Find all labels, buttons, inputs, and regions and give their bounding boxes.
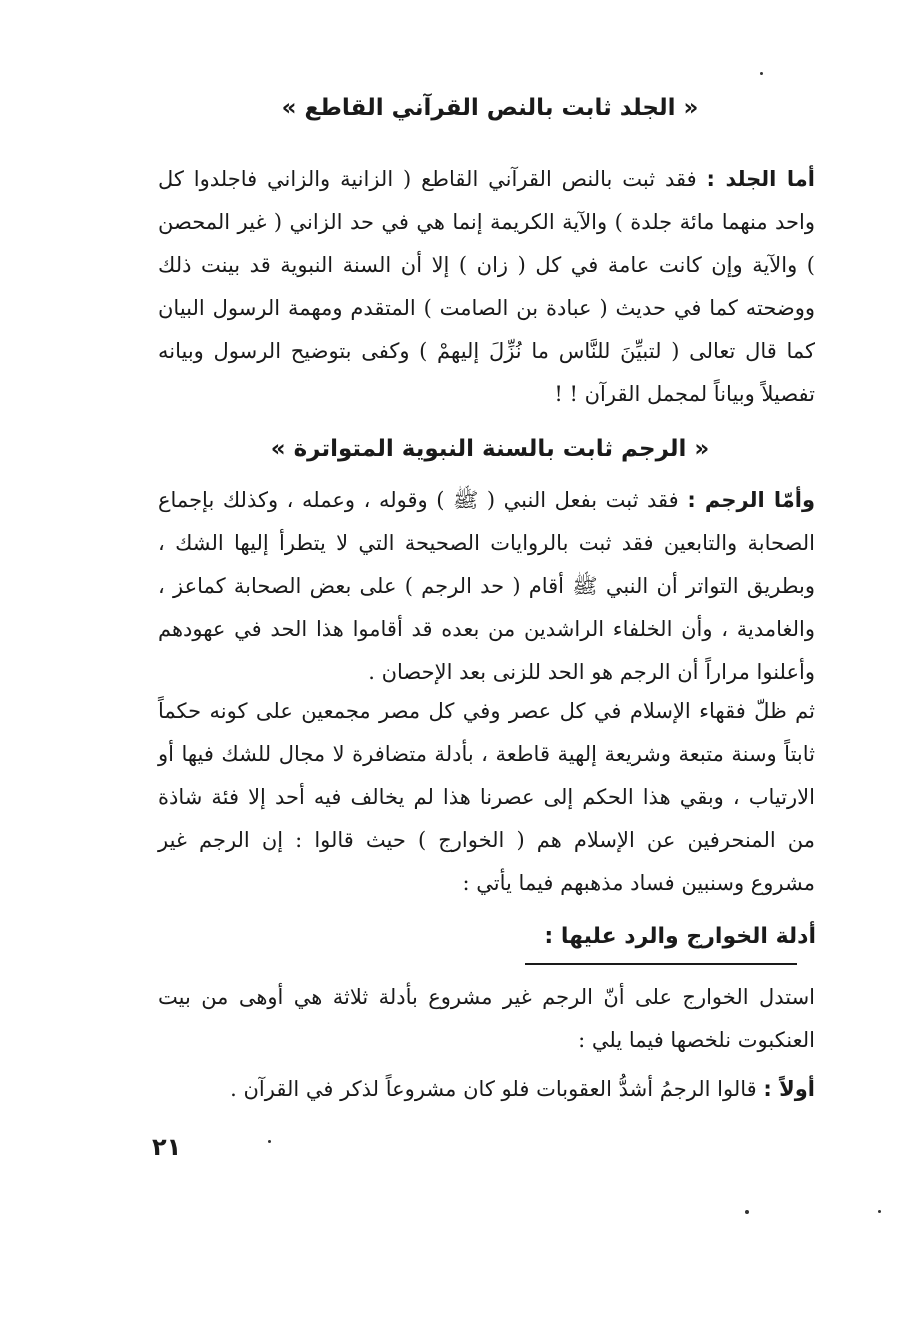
- paragraph-stoning: [158, 479, 815, 694]
- scan-speck: [745, 1210, 749, 1214]
- section-underline: [525, 963, 797, 965]
- section-title-khawarij: أدلة الخوارج والرد عليها :: [544, 924, 816, 949]
- paragraph-lead: أما الجلد :: [706, 167, 815, 191]
- heading-stoning: « الرجم ثابت بالسنة النبوية المتواترة »: [270, 436, 710, 462]
- paragraph-text: استدل الخوارج على أنّ الرجم غير مشروع بأدلة ثلاثة هي أوهى من بيت العنكبوت نلخصها فيما يلي :: [158, 985, 815, 1052]
- heading-flogging: « الجلد ثابت بالنص القرآني القاطع »: [281, 95, 699, 121]
- scan-speck: [268, 1140, 271, 1143]
- paragraph-khawarij-intro: [158, 976, 815, 1062]
- paragraph-lead: وأمّا الرجم :: [687, 488, 815, 512]
- paragraph-consensus: [158, 690, 815, 905]
- paragraph-text: فقد ثبت بالنص القرآني القاطع ( الزانية والزاني فاجلدوا كل واحد منهما مائة جلدة ) والآية الكريمة إنما هي في حد الزاني ( غير المحصن ) والآية وإن كانت عامة في كل ( زان ) إلا أن السنة النبوية قد بينت ذلك ووضحته كما في حديث ( عبادة بن الصامت ) المتقدم ومهمة الرسول البيان كما قال تعالى ( لتبيِّنَ للنَّاس ما نُزِّلَ إليهمْ ) وكفى بتوضيح الرسول وبيانه تفصيلاً وبياناً لمجمل القرآن ! !: [158, 167, 815, 406]
- paragraph-first-argument: [158, 1068, 815, 1111]
- paragraph-text: فقد ثبت بفعل النبي ( ﷺ ) وقوله ، وعمله ، وكذلك بإجماع الصحابة والتابعين فقد ثبت بالروايات الصحيحة التي لا يتطرأ إليها الشك ، وبطريق التواتر أن النبي ﷺ أقام ( حد الرجم ) على بعض الصحابة كماعز ، والغامدية ، وأن الخلفاء الراشدين من بعده قد أقاموا هذا الحد في عهودهم وأعلنوا مراراً أن الرجم هو الحد للزنى بعد الإحصان .: [158, 488, 815, 684]
- scan-speck: [760, 72, 763, 75]
- paragraph-text: قالوا الرجمُ أشدُّ العقوبات فلو كان مشروعاً لذكر في القرآن .: [230, 1077, 757, 1101]
- scan-speck: [878, 1210, 881, 1213]
- paragraph-text: ثم ظلّ فقهاء الإسلام في كل عصر وفي كل مصر مجمعين على كونه حكماً ثابتاً وسنة متبعة وشريعة إلهية قاطعة ، بأدلة متضافرة لا مجال للشك فيها أو الارتياب ، وبقي هذا الحكم إلى عصرنا هذا لم يخالف فيه أحد إلا فئة شاذة من المنحرفين عن الإسلام هم ( الخوارج ) حيث قالوا : إن الرجم غير مشروع وسنبين فساد مذهبهم فيما يأتي :: [158, 699, 815, 895]
- paragraph-flogging: [158, 158, 815, 416]
- paragraph-lead: أولاً :: [763, 1077, 815, 1101]
- page-number: ٢١: [152, 1133, 182, 1161]
